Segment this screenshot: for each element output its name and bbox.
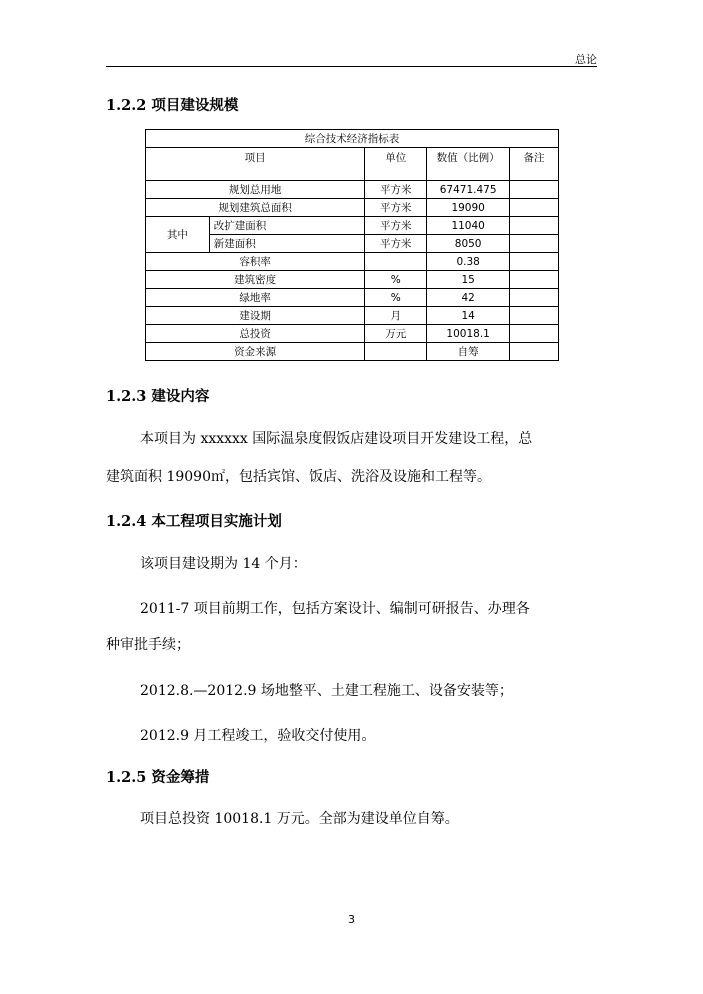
row-note (510, 325, 559, 343)
table-row (146, 325, 559, 343)
row-note (510, 199, 559, 217)
row-value: 8050 (427, 235, 510, 253)
row-value: 19090 (427, 199, 510, 217)
row-item: 资金来源 (146, 343, 365, 361)
table-row (146, 181, 559, 199)
row-note (510, 235, 559, 253)
section-heading-1-2-4: 1.2.4 本工程项目实施计划 (106, 513, 282, 530)
paragraph-line: 本项目为 xxxxxx 国际温泉度假饭店建设项目开发建设工程，总 (140, 431, 533, 447)
kpi-table (145, 129, 559, 361)
row-unit: 万元 (365, 325, 427, 343)
row-value: 10018.1 (427, 325, 510, 343)
row-item: 规划建筑总面积 (146, 199, 365, 217)
row-note (510, 307, 559, 325)
row-item: 建设期 (146, 307, 365, 325)
table-title-row (146, 130, 559, 148)
table-row (146, 271, 559, 289)
row-unit: 平方米 (365, 181, 427, 199)
row-unit (365, 343, 427, 361)
paragraph-line: 建筑面积 19090㎡，包括宾馆、饭店、洗浴及设施和工程等。 (106, 469, 491, 485)
row-value: 14 (427, 307, 510, 325)
section-heading-1-2-5: 1.2.5 资金筹措 (106, 769, 210, 786)
paragraph-line: 2011-7 项目前期工作，包括方案设计、编制可研报告、办理各 (140, 601, 530, 617)
row-unit: 月 (365, 307, 427, 325)
row-note (510, 181, 559, 199)
row-value: 67471.475 (427, 181, 510, 199)
row-note (510, 217, 559, 235)
row-note (510, 343, 559, 361)
row-unit: % (365, 289, 427, 307)
row-group-label: 其中 (146, 217, 210, 253)
row-value: 自筹 (427, 343, 510, 361)
col-header-unit: 单位 (365, 148, 427, 181)
table-row (146, 217, 559, 235)
row-item: 新建面积 (209, 235, 365, 253)
table-title: 综合技术经济指标表 (146, 130, 559, 148)
paragraph-line: 项目总投资 10018.1 万元。全部为建设单位自筹。 (140, 811, 459, 827)
row-value: 11040 (427, 217, 510, 235)
row-item: 总投资 (146, 325, 365, 343)
row-unit: 平方米 (365, 217, 427, 235)
row-unit: 平方米 (365, 235, 427, 253)
row-value: 15 (427, 271, 510, 289)
running-header: 总论 (575, 53, 597, 66)
section-heading-1-2-3: 1.2.3 建设内容 (106, 388, 210, 405)
header-rule (106, 66, 597, 67)
col-header-note: 备注 (510, 148, 559, 181)
page-number: 3 (348, 913, 355, 926)
row-unit (365, 253, 427, 271)
table-header-row (146, 148, 559, 181)
row-item: 绿地率 (146, 289, 365, 307)
table-row (146, 343, 559, 361)
col-header-value: 数值（比例） (427, 148, 510, 181)
row-unit: 平方米 (365, 199, 427, 217)
table-row (146, 307, 559, 325)
table-row (146, 289, 559, 307)
row-value: 42 (427, 289, 510, 307)
row-unit: % (365, 271, 427, 289)
table-row (146, 199, 559, 217)
section-heading-1-2-2: 1.2.2 项目建设规模 (106, 97, 239, 114)
row-item: 改扩建面积 (209, 217, 365, 235)
row-item: 规划总用地 (146, 181, 365, 199)
row-item: 容积率 (146, 253, 365, 271)
table-row (146, 253, 559, 271)
paragraph-line: 2012.8.—2012.9 场地整平、土建工程施工、设备安装等； (140, 683, 513, 699)
paragraph-line: 2012.9 月工程竣工，验收交付使用。 (140, 728, 376, 744)
paragraph-line: 种审批手续； (106, 637, 190, 653)
row-value: 0.38 (427, 253, 510, 271)
row-note (510, 271, 559, 289)
row-note (510, 289, 559, 307)
paragraph-line: 该项目建设期为 14 个月： (140, 556, 307, 572)
row-item: 建筑密度 (146, 271, 365, 289)
col-header-item: 项目 (146, 148, 365, 181)
row-note (510, 253, 559, 271)
